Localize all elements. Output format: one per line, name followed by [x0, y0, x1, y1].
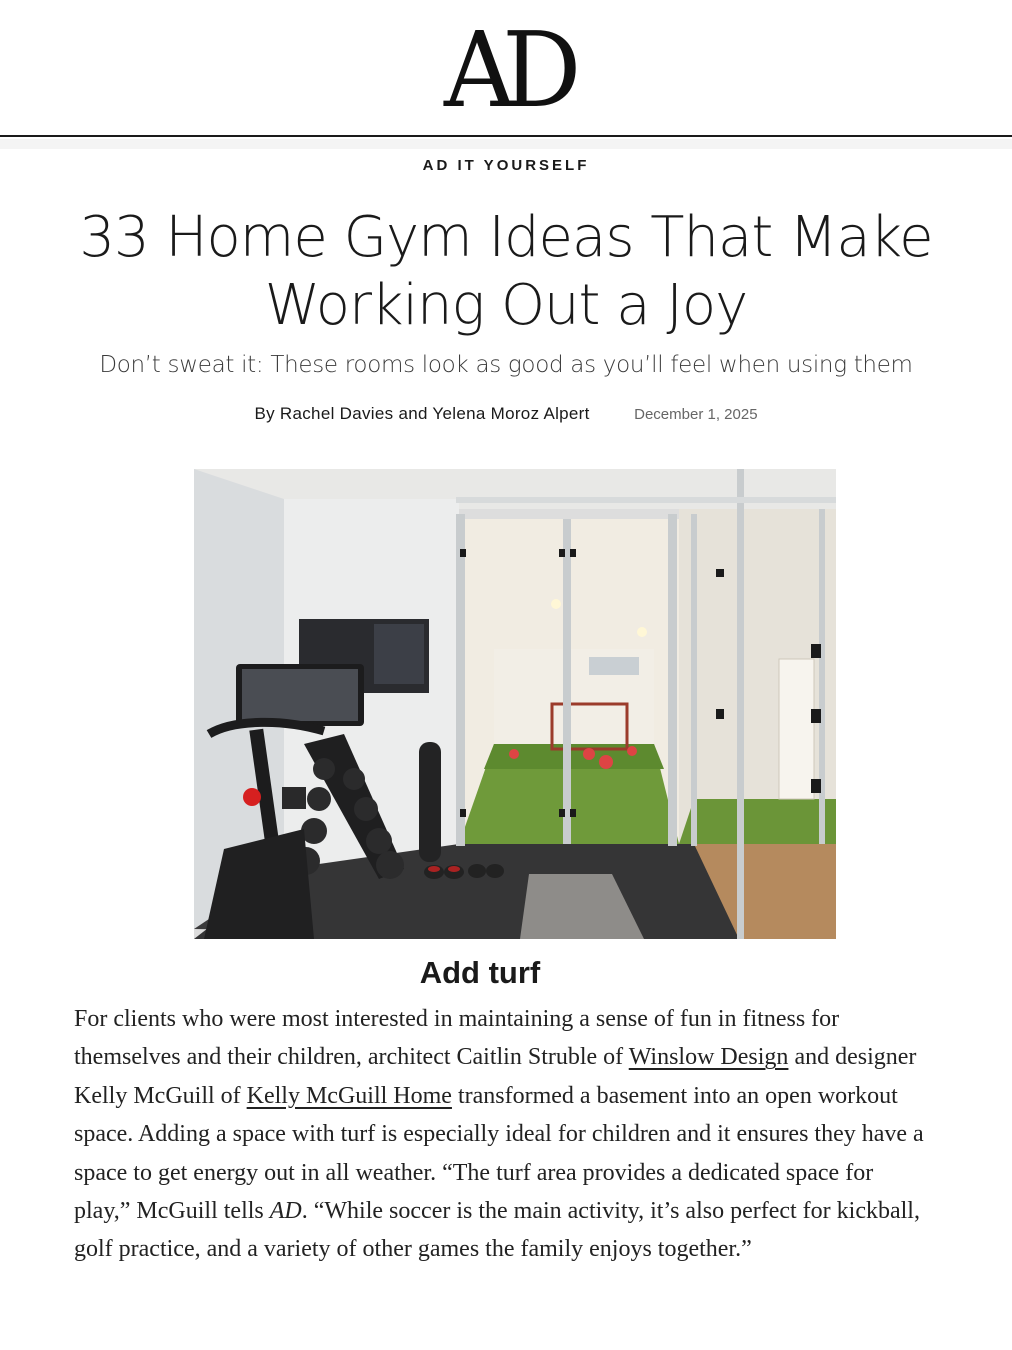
headline-line-2: Working Out a Joy	[264, 273, 748, 338]
publication-name: AD	[269, 1198, 302, 1225]
rubric-label[interactable]: AD IT YOURSELF	[422, 157, 590, 174]
section-body	[74, 1000, 924, 1269]
article-dek: Don’t sweat it: These rooms look as good as you’ll feel when using them	[99, 352, 913, 378]
ad-logo[interactable]: AD	[444, 9, 568, 131]
body-text-2: and designer Kelly McGuill of	[74, 1044, 917, 1109]
article-headline	[60, 204, 952, 340]
body-text-1: For clients who were most interested in maintaining a sense of fun in fitness for themselves and their children, architect Caitlin Struble of	[74, 1006, 840, 1071]
nav-subbar	[0, 139, 1012, 149]
section-heading: Add turf	[419, 955, 541, 990]
byline-row	[0, 404, 1012, 430]
masthead	[0, 0, 1012, 137]
body-text-4: . “While soccer is the main activity, it’s also perfect for kickball, golf practice, and a variety of other games the family enjoys together.”	[74, 1198, 920, 1263]
body-text-3: transformed a basement into an open workout space. Adding a space with turf is especially ideal for children and it ensures they have a space to get energy out in all weather. “The turf area provides a dedicated space for play,” McGuill tells	[74, 1082, 924, 1225]
winslow-design-link[interactable]: Winslow Design	[628, 1044, 789, 1071]
headline-line-1: 33 Home Gym Ideas That Make	[79, 205, 933, 270]
hero-illustration	[194, 469, 836, 939]
kelly-mcguill-home-link[interactable]: Kelly McGuill Home	[246, 1082, 452, 1109]
byline[interactable]: By Rachel Davies and Yelena Moroz Alpert	[254, 404, 590, 423]
hero-image	[194, 469, 836, 939]
publish-date: December 1, 2025	[634, 406, 758, 423]
